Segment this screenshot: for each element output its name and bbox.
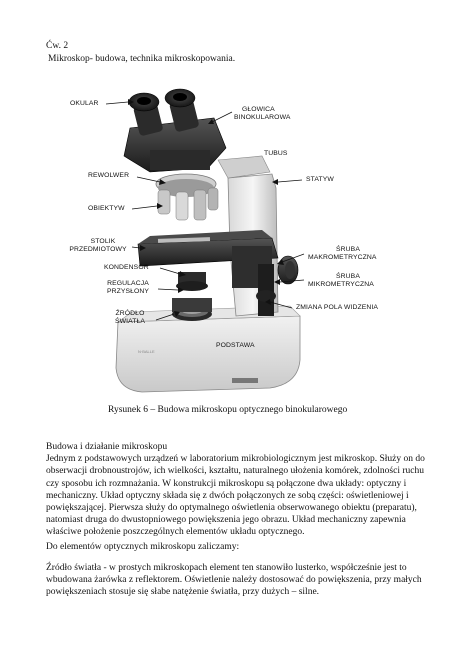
paragraph-line: Jednym z podstawowych urządzeń w laboratorium mikrobiologicznym jest mikroskop. Służy on do — [46, 454, 425, 465]
label-zrodlo-1: ŹRÓDŁO — [115, 310, 145, 317]
section-light-source — [46, 562, 436, 599]
label-tubus: TUBUS — [264, 150, 288, 157]
label-stolik-2: PRZEDMIOTOWY — [69, 246, 127, 253]
section-heading: Budowa i działanie mikroskopu — [46, 442, 168, 452]
label-okular: OKULAR — [70, 100, 99, 107]
section-construction — [46, 441, 436, 539]
label-zrodlo-2: ŚWIATŁA — [114, 318, 146, 325]
label-sruba-mikro-2: MIKROMETRYCZNA — [308, 281, 374, 288]
paragraph-line: obserwacji drobnoustrojów, ich wielkości, kształtu, naturalnego ułożenia komórek, zdolności ruchu — [46, 466, 424, 477]
binocular-head-shape — [124, 89, 226, 172]
paragraph-line: wbudowana żarówka z reflektorem. Oświetlenie należy dostosować do powiększenia, przy małych — [46, 575, 422, 586]
label-glowica-2: BINOKULAROWA — [234, 114, 291, 121]
label-zmiana-pola: ZMIANA POLA WIDZENIA — [296, 304, 379, 311]
light-source-shape — [172, 298, 212, 321]
paragraph-line: właściwe położenie poszczególnych elementów układu optycznego. — [46, 527, 305, 538]
label-regulacja-1: REGULACJA — [107, 280, 149, 287]
page-subtitle: Mikroskop- budowa, technika mikroskopowania. — [48, 54, 236, 64]
figure-caption: Rysunek 6 – Budowa mikroskopu optycznego binokularowego — [108, 405, 348, 415]
paragraph-line: powiększającej. Pierwsza służy do optymalnego oświetlenia obserwowanego obiektu (preparatu), — [46, 503, 417, 514]
stage-shape — [138, 230, 278, 291]
label-sruba-makro-1: ŚRUBA — [336, 246, 360, 253]
label-regulacja-2: PRZYSŁONY — [106, 288, 150, 295]
label-kondensor: KONDENSOR — [104, 264, 149, 271]
label-statyw: STATYW — [306, 176, 334, 183]
label-glowica-1: GŁOWICA — [242, 106, 275, 113]
paragraph-line: natomiast druga do dwustopniowego powiększenia jego obrazu. Układ mechaniczny zapewnia — [46, 515, 406, 526]
optical-elements-heading: Do elementów optycznych mikroskopu zaliczamy: — [46, 542, 240, 552]
paragraph-line: mechaniczny. Układ optyczny składa się z dwóch połączonych ze sobą części: oświetleniowej i — [46, 490, 409, 501]
label-obiektyw: OBIEKTYW — [88, 205, 125, 212]
label-rewolwer: REWOLWER — [88, 172, 130, 179]
label-podstawa: PODSTAWA — [216, 342, 255, 349]
paragraph-line: Źródło światła - w prostych mikroskopach element ten stanowiło lusterko, współcześnie jest to — [46, 563, 407, 573]
paragraph-line: powiększeniach stosuje się słabe natężenie światła, przy dużych – silne. — [46, 587, 320, 598]
label-stolik-1: STOLIK — [90, 238, 116, 245]
label-sruba-makro-2: MAKROMETRYCZNA — [308, 254, 377, 261]
svg-text:N·BALLE: N·BALLE — [138, 349, 155, 354]
exercise-number: Ćw. 2 — [46, 41, 69, 51]
paragraph-line: czy sposobu ich rozmnażania. W konstrukcji mikroskopu są połączone dwa układy: optyczny i — [46, 478, 407, 489]
revolver-shape — [156, 174, 218, 220]
label-sruba-mikro-1: ŚRUBA — [336, 273, 360, 280]
